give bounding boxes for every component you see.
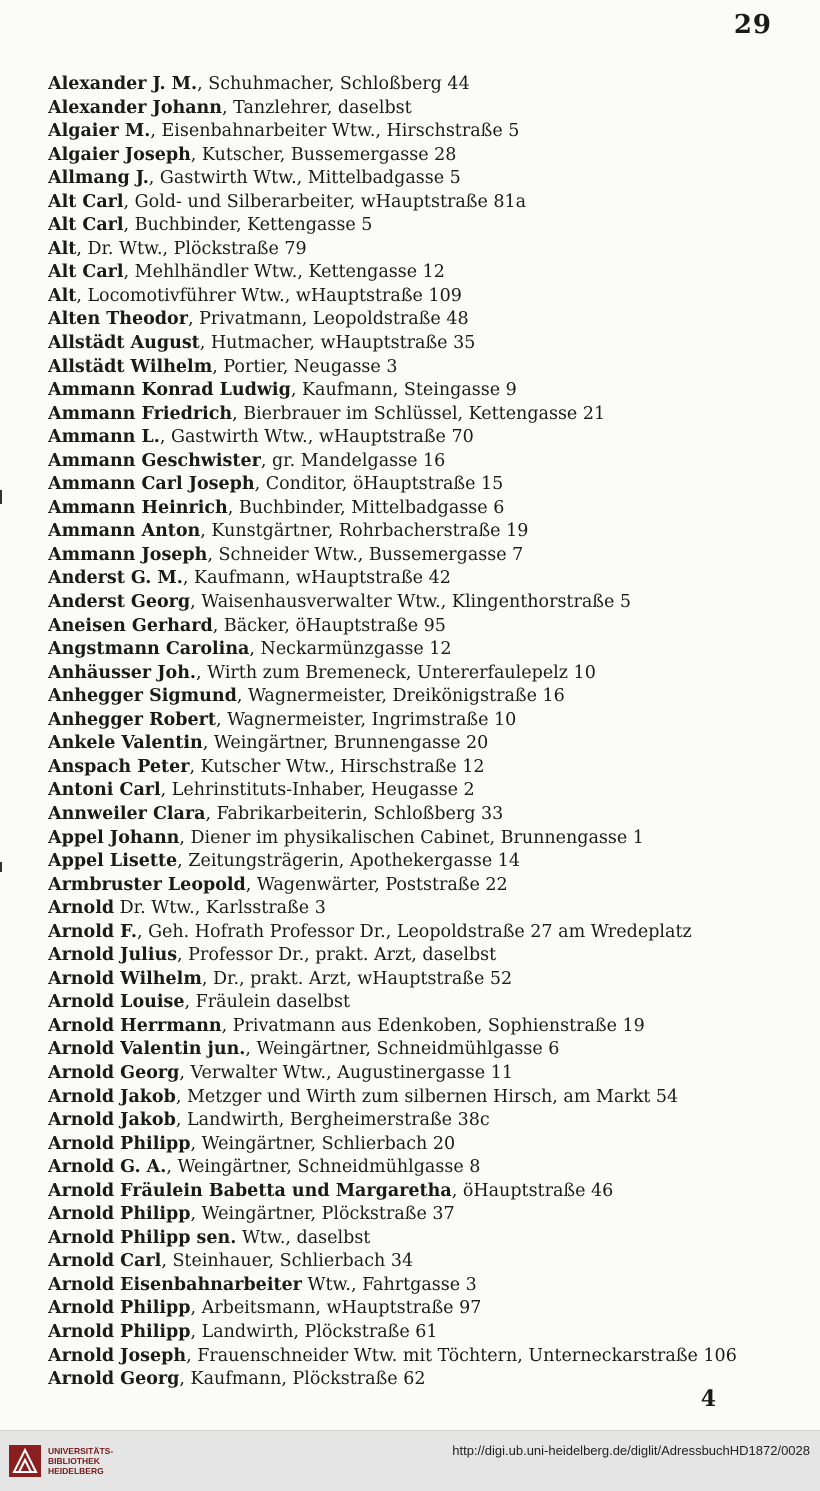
list-item (48, 450, 788, 474)
list-item (48, 403, 788, 427)
entry-name: Appel Lisette (48, 851, 178, 872)
entry-name: Arnold Wilhelm (48, 968, 202, 989)
entry-details: , Bierbrauer im Schlüssel, Kettengasse 21 (232, 403, 606, 424)
entry-details: , Kaufmann, Plöckstraße 62 (179, 1369, 426, 1390)
list-item (48, 379, 788, 403)
list-item (48, 827, 788, 851)
entry-details: , Weingärtner, Schneidmühlgasse 6 (245, 1039, 560, 1060)
list-item (48, 214, 788, 238)
page-number: 29 (733, 10, 772, 40)
entry-details: , Metzger und Wirth zum silbernen Hirsch, am Markt 54 (175, 1086, 679, 1107)
list-item (48, 144, 788, 168)
entry-name: Aneisen Gerhard (48, 615, 213, 636)
entry-name: Appel Johann (48, 827, 180, 848)
entry-details: , Bäcker, öHauptstraße 95 (212, 615, 446, 636)
entry-details: , Frauenschneider Wtw. mit Töchtern, Unterneckarstraße 106 (186, 1345, 737, 1366)
list-item (48, 473, 788, 497)
entry-details: , Eisenbahnarbeiter Wtw., Hirschstraße 5 (150, 121, 520, 142)
list-item (48, 285, 788, 309)
entry-details: , öHauptstraße 46 (451, 1180, 614, 1201)
entry-details: , Geh. Hofrath Professor Dr., Leopoldstraße 27 am Wredeplatz (136, 921, 692, 942)
entry-name: Ammann Carl Joseph (48, 474, 255, 495)
entry-details: , Weingärtner, Brunnengasse 20 (202, 733, 489, 754)
footer-bar (0, 1430, 820, 1491)
list-item (48, 897, 788, 921)
entry-name: Alt Carl (48, 215, 124, 236)
entry-details: , Diener im physikalischen Cabinet, Brunnengasse 1 (179, 827, 644, 848)
entry-name: Arnold Philipp sen. (48, 1227, 237, 1248)
entry-name: Ammann Joseph (48, 544, 208, 565)
university-seal-icon (8, 1444, 42, 1478)
entry-details: Dr. Wtw., Karlsstraße 3 (114, 898, 326, 919)
list-item (48, 709, 788, 733)
list-item (48, 97, 788, 121)
entry-name: Arnold Georg (48, 1369, 180, 1390)
entry-name: Alexander Johann (48, 97, 223, 118)
entry-details: , Weingärtner, Schlierbach 20 (190, 1133, 456, 1154)
entry-name: Arnold G. A. (48, 1157, 167, 1178)
entry-name: Arnold Philipp (48, 1298, 191, 1319)
entry-name: Anderst G. M. (48, 568, 183, 589)
entry-details: , Kutscher Wtw., Hirschstraße 12 (189, 756, 485, 777)
list-item (48, 497, 788, 521)
entry-name: Alten Theodor (48, 309, 188, 330)
entry-details: , Schuhmacher, Schloßberg 44 (197, 74, 470, 94)
entry-name: Alt Carl (48, 262, 124, 283)
entry-details: , Verwalter Wtw., Augustinergasse 11 (179, 1062, 513, 1083)
entry-name: Ammann Friedrich (48, 403, 233, 424)
entry-name: Allstädt Wilhelm (48, 356, 213, 377)
entry-details: , Fräulein daselbst (184, 992, 351, 1013)
entry-name: Alt (48, 238, 77, 259)
list-item (48, 73, 788, 97)
entry-name: Ammann Geschwister (48, 450, 261, 471)
list-item (48, 1086, 788, 1110)
list-item (48, 426, 788, 450)
entry-name: Armbruster Leopold (48, 874, 246, 895)
entry-name: Angstmann Carolina (48, 639, 250, 660)
list-item (48, 1203, 788, 1227)
list-item (48, 308, 788, 332)
entry-name: Arnold Jakob (48, 1110, 176, 1131)
entry-details: , Locomotivführer Wtw., wHauptstraße 109 (76, 285, 462, 306)
entry-name: Arnold Philipp (48, 1321, 191, 1342)
list-item (48, 167, 788, 191)
list-item (48, 1250, 788, 1274)
list-item (48, 1345, 788, 1369)
entry-name: Algaier Joseph (48, 144, 191, 165)
entry-name: Arnold Fräulein Babetta und Margaretha (48, 1180, 452, 1201)
list-item (48, 332, 788, 356)
list-item (48, 803, 788, 827)
entry-name: Antoni Carl (48, 780, 161, 801)
list-item (48, 544, 788, 568)
entry-details: , Arbeitsmann, wHauptstraße 97 (190, 1298, 482, 1319)
logo-line: BIBLIOTHEK (48, 1456, 100, 1466)
list-item (48, 356, 788, 380)
entry-details: , Landwirth, Plöckstraße 61 (190, 1321, 438, 1342)
entry-name: Arnold Herrmann (48, 1015, 222, 1036)
entry-details: , Wagnermeister, Ingrimstraße 10 (215, 709, 517, 730)
list-item (48, 615, 788, 639)
entry-details: Wtw., daselbst (236, 1227, 371, 1248)
list-item (48, 1297, 788, 1321)
list-item (48, 261, 788, 285)
entry-details: , Dr., prakt. Arzt, wHauptstraße 52 (201, 968, 513, 989)
entry-details: , Conditor, öHauptstraße 15 (254, 474, 504, 495)
entry-details: , Wagenwärter, Poststraße 22 (245, 874, 508, 895)
entry-details: , Wirth zum Bremeneck, Untererfaulepelz 10 (196, 662, 596, 683)
list-item (48, 921, 788, 945)
entry-details: , Portier, Neugasse 3 (212, 356, 398, 377)
entry-details: , Gastwirth Wtw., wHauptstraße 70 (159, 427, 474, 448)
entry-name: Arnold Georg (48, 1062, 180, 1083)
list-item (48, 591, 788, 615)
entry-name: Alt Carl (48, 191, 124, 212)
list-item (48, 1133, 788, 1157)
list-item (48, 238, 788, 262)
entry-details: , Fabrikarbeiterin, Schloßberg 33 (205, 803, 504, 824)
entry-name: Alexander J. M. (48, 74, 198, 94)
entry-name: Arnold Carl (48, 1251, 162, 1272)
entry-details: , Schneider Wtw., Bussemergasse 7 (207, 544, 524, 565)
entry-name: Anhäusser Joh. (48, 662, 197, 683)
entry-name: Ankele Valentin (48, 733, 203, 754)
entry-details: , Kaufmann, wHauptstraße 42 (182, 568, 451, 589)
list-item (48, 944, 788, 968)
entry-name: Anhegger Robert (48, 709, 216, 730)
list-item (48, 1015, 788, 1039)
entry-details: , Kunstgärtner, Rohrbacherstraße 19 (200, 521, 529, 542)
list-item (48, 1038, 788, 1062)
signature-mark: 4 (700, 1386, 716, 1412)
entry-name: Ammann Anton (48, 521, 201, 542)
entry-name: Anderst Georg (48, 592, 191, 613)
entry-details: , Zeitungsträgerin, Apothekergasse 14 (177, 851, 521, 872)
list-item (48, 191, 788, 215)
library-logo[interactable] (8, 1441, 113, 1481)
entry-details: , Neckarmünzgasse 12 (249, 639, 452, 660)
entry-details: , Hutmacher, wHauptstraße 35 (199, 333, 476, 354)
entry-name: Arnold Philipp (48, 1204, 191, 1225)
entry-name: Arnold (48, 898, 115, 919)
list-item (48, 779, 788, 803)
list-item (48, 756, 788, 780)
entry-name: Arnold Eisenbahnarbeiter (48, 1274, 302, 1295)
entry-name: Anspach Peter (48, 756, 190, 777)
entry-name: Arnold Joseph (48, 1345, 187, 1366)
entry-name: Ammann Konrad Ludwig (48, 380, 291, 401)
entry-name: Allstädt August (48, 333, 200, 354)
entry-name: Algaier M. (48, 121, 151, 142)
list-item (48, 120, 788, 144)
list-item (48, 1062, 788, 1086)
directory-entries (48, 73, 788, 1392)
list-item (48, 1180, 788, 1204)
list-item (48, 662, 788, 686)
list-item (48, 968, 788, 992)
list-item (48, 1156, 788, 1180)
list-item (48, 850, 788, 874)
entry-name: Arnold F. (48, 921, 137, 942)
entry-details: , Mehlhändler Wtw., Kettengasse 12 (123, 262, 445, 283)
logo-line: HEIDELBERG (48, 1466, 104, 1476)
entry-details: , Weingärtner, Schneidmühlgasse 8 (166, 1157, 481, 1178)
entry-details: , Professor Dr., prakt. Arzt, daselbst (177, 945, 497, 966)
list-item (48, 1274, 788, 1298)
entry-name: Ammann L. (48, 427, 160, 448)
entry-name: Annweiler Clara (48, 803, 206, 824)
library-name (48, 1446, 113, 1476)
entry-details: , Lehrinstituts-Inhaber, Heugasse 2 (160, 780, 475, 801)
entry-name: Alt (48, 285, 77, 306)
entry-details: , Kaufmann, Steingasse 9 (290, 380, 517, 401)
source-url-link[interactable]: http://digi.ub.uni-heidelberg.de/diglit/AdressbuchHD1872/0028 (452, 1443, 810, 1458)
entry-details: , Privatmann, Leopoldstraße 48 (187, 309, 469, 330)
entry-details: , Weingärtner, Plöckstraße 37 (190, 1204, 455, 1225)
list-item (48, 1109, 788, 1133)
list-item (48, 638, 788, 662)
entry-details: , Kutscher, Bussemergasse 28 (190, 144, 457, 165)
margin-mark (0, 862, 2, 872)
entry-details: , Waisenhausverwalter Wtw., Klingenthorstraße 5 (190, 592, 631, 613)
logo-line: UNIVERSITÄTS- (48, 1446, 114, 1456)
entry-details: , Wagnermeister, Dreikönigstraße 16 (236, 686, 565, 707)
list-item (48, 1368, 788, 1392)
entry-name: Arnold Jakob (48, 1086, 176, 1107)
entry-name: Arnold Louise (48, 992, 185, 1013)
list-item (48, 732, 788, 756)
list-item (48, 874, 788, 898)
entry-details: , Landwirth, Bergheimerstraße 38c (175, 1110, 490, 1131)
entry-details: , Gastwirth Wtw., Mittelbadgasse 5 (148, 168, 461, 189)
list-item (48, 1321, 788, 1345)
entry-name: Arnold Valentin jun. (48, 1039, 246, 1060)
margin-mark (0, 490, 2, 504)
list-item (48, 567, 788, 591)
list-item (48, 991, 788, 1015)
list-item (48, 1227, 788, 1251)
entry-details: , Gold- und Silberarbeiter, wHauptstraße 81a (123, 191, 527, 212)
entry-details: Wtw., Fahrtgasse 3 (301, 1274, 477, 1295)
entry-details: , Privatmann aus Edenkoben, Sophienstraße 19 (221, 1015, 645, 1036)
entry-name: Arnold Julius (48, 945, 178, 966)
entry-name: Ammann Heinrich (48, 497, 228, 518)
entry-details: , Buchbinder, Kettengasse 5 (123, 215, 373, 236)
entry-name: Anhegger Sigmund (48, 686, 237, 707)
entry-details: , Steinhauer, Schlierbach 34 (161, 1251, 414, 1272)
entry-details: , Tanzlehrer, daselbst (222, 97, 412, 118)
list-item (48, 520, 788, 544)
entry-details: , Dr. Wtw., Plöckstraße 79 (76, 238, 307, 259)
list-item (48, 685, 788, 709)
entry-name: Allmang J. (48, 168, 149, 189)
entry-name: Arnold Philipp (48, 1133, 191, 1154)
entry-details: , Buchbinder, Mittelbadgasse 6 (227, 497, 505, 518)
entry-details: , gr. Mandelgasse 16 (260, 450, 446, 471)
